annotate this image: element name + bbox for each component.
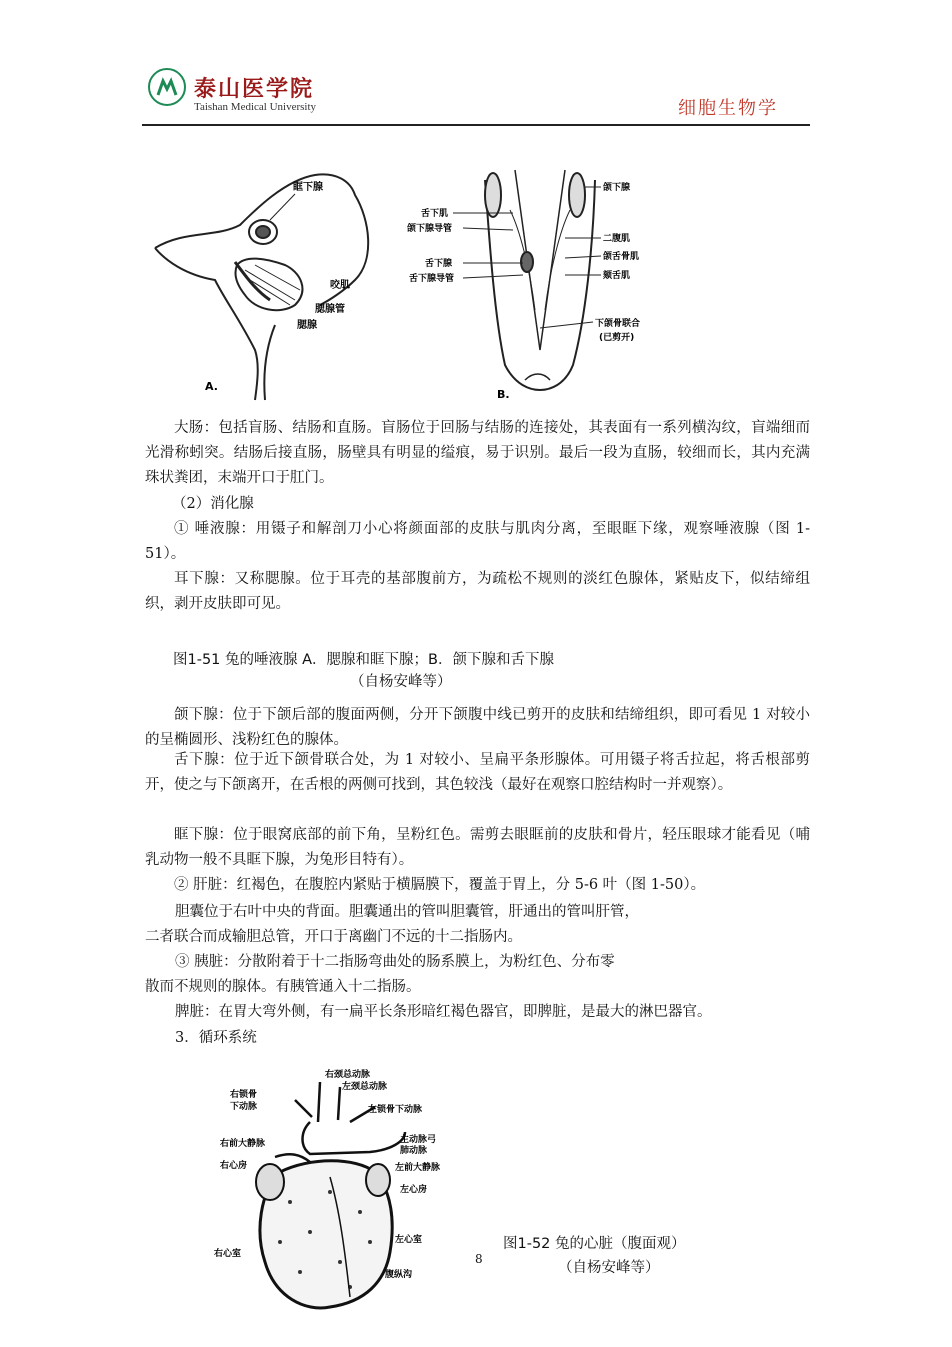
fig52-label-left-ventricle: 左心室 (395, 1235, 423, 1245)
header-divider (142, 124, 810, 126)
fig51-part-b-drawing (485, 170, 595, 390)
university-name-en: Taishan Medical University (194, 101, 317, 113)
paragraph-gallbladder-line1: 胆囊位于右叶中央的背面。胆囊通出的管叫胆囊管，肝通出的管叫肝管， (175, 904, 639, 920)
fig51-b-label-submandibular-gland: 颌下腺 (603, 183, 631, 193)
fig52-label-right-common-carotid: 右颈总动脉 (325, 1070, 371, 1080)
paragraph-pancreas-line2: 散而不规则的腺体。有胰管通入十二指肠。 (145, 979, 421, 995)
paragraph-salivary-glands: ① 唾液腺：用镊子和解剖刀小心将颜面部的皮肤与肌肉分离，至眼眶下缘，观察唾液腺（图 1-51）。 (145, 521, 810, 562)
fig51-b-label-sublingual-duct: 舌下腺导管 (409, 274, 455, 284)
figure-1-52-caption: 图1-52 兔的心脏（腹面观） (503, 1236, 686, 1252)
figure-1-51-caption: 图1-51 兔的唾液腺 A．腮腺和眶下腺；B．颌下腺和舌下腺 (173, 652, 554, 668)
university-name-cn: 泰山医学院 (194, 76, 315, 102)
paragraph-spleen: 脾脏：在胃大弯外侧，有一扁平长条形暗红褐色器官，即脾脏，是最大的淋巴器官。 (175, 1004, 712, 1020)
fig51-a-label-infraorbital: 眶下腺 (293, 182, 323, 193)
paragraph-submandibular-gland: 颌下腺：位于下颌后部的腹面两侧，分开下颌腹中线已剪开的皮肤和结缔组织，即可看见 1 对较小的呈椭圆形、浅粉红色的腺体。 (145, 707, 810, 748)
fig51-a-label-parotid-duct: 腮腺管 (315, 304, 345, 315)
figure-1-52-source: （自杨安峰等） (558, 1260, 660, 1276)
fig52-label-left-common-carotid: 左颈总动脉 (342, 1082, 388, 1092)
fig51-part-a-label: A. (205, 380, 218, 393)
section-circulatory-system: 3．循环系统 (175, 1030, 257, 1046)
fig51-b-label-genioglossus: 颏舌肌 (603, 271, 631, 281)
fig52-label-right-precava: 右前大静脉 (220, 1139, 266, 1149)
fig52-label-left-precava: 左前大静脉 (395, 1163, 441, 1173)
paragraph-pancreas-line1: ③ 胰脏：分散附着于十二指肠弯曲处的肠系膜上，为粉红色、分布零 (175, 954, 615, 970)
fig52-label-pulmonary-artery: 肺动脉 (400, 1146, 428, 1156)
fig52-label-left-subclavian: 左锁骨下动脉 (368, 1105, 423, 1115)
fig51-b-label-sublingual-gland: 舌下腺 (425, 259, 453, 269)
fig52-label-right-ventricle: 右心室 (214, 1249, 242, 1259)
paragraph-liver: ② 肝脏：红褐色，在腹腔内紧贴于横膈膜下，覆盖于胃上，分 5-6 叶（图 1-50）。 (174, 877, 706, 893)
fig52-label-ventral-groove: 腹纵沟 (385, 1270, 413, 1280)
paragraph-parotid-gland: 耳下腺：又称腮腺。位于耳壳的基部腹前方，为疏松不规则的淡红色腺体，紧贴皮下，似结缔组织，剥开皮肤即可见。 (145, 571, 810, 612)
fig51-b-label-cut-open: (已剪开) (599, 333, 635, 343)
university-logo-icon (148, 68, 186, 106)
paragraph-sublingual-gland: 舌下腺：位于近下颌骨联合处，为 1 对较小、呈扁平条形腺体。可用镊子将舌拉起，将舌根部剪开，使之与下颌离开，在舌根的两侧可找到，其色较浅（最好在观察口腔结构时一并观察）。 (145, 752, 810, 793)
figure-1-51-salivary-glands (145, 150, 665, 405)
figure-1-52-heart (200, 1062, 480, 1322)
course-title: 细胞生物学 (678, 98, 778, 119)
fig51-b-label-sublingual-muscle: 舌下肌 (421, 209, 449, 219)
paragraph-infraorbital-gland: 眶下腺：位于眼窝底部的前下角，呈粉红色。需剪去眼眶前的皮肤和骨片，轻压眼球才能看见（哺乳动物一般不具眶下腺，为兔形目特有）。 (145, 827, 810, 868)
fig51-b-label-submandibular-duct: 颌下腺导管 (407, 224, 453, 234)
figure-1-51-source: （自杨安峰等） (350, 674, 452, 690)
fig52-label-right-subclavian-2: 下动脉 (230, 1102, 258, 1112)
section-digestive-glands: （2）消化腺 (172, 496, 254, 512)
fig51-a-label-masseter: 咬肌 (330, 280, 350, 291)
fig52-label-aortic-arch: 主动脉弓 (400, 1135, 437, 1145)
fig51-part-b-label: B. (497, 388, 510, 401)
fig51-b-label-mandibular-symphysis: 下颌骨联合 (595, 319, 641, 329)
fig51-a-label-parotid: 腮腺 (297, 320, 317, 331)
paragraph-gallbladder-line2: 二者联合而成输胆总管，开口于离幽门不远的十二指肠内。 (145, 929, 522, 945)
page-number: 8 (475, 1252, 483, 1266)
fig52-label-right-atrium: 右心房 (220, 1161, 248, 1171)
fig51-b-label-mylohyoid: 颌舌骨肌 (603, 252, 640, 262)
fig52-label-right-subclavian-1: 右锁骨 (230, 1090, 258, 1100)
fig52-label-left-atrium: 左心房 (400, 1185, 428, 1195)
paragraph-large-intestine: 大肠：包括盲肠、结肠和直肠。盲肠位于回肠与结肠的连接处，其表面有一系列横沟纹，盲端细而光滑称蚓突。结肠后接直肠，肠壁具有明显的缢痕，易于识别。最后一段为直肠，较细而长，其内充满珠状粪团，末端开口于肛门。 (145, 420, 810, 486)
fig51-b-label-digastric: 二腹肌 (603, 234, 631, 244)
